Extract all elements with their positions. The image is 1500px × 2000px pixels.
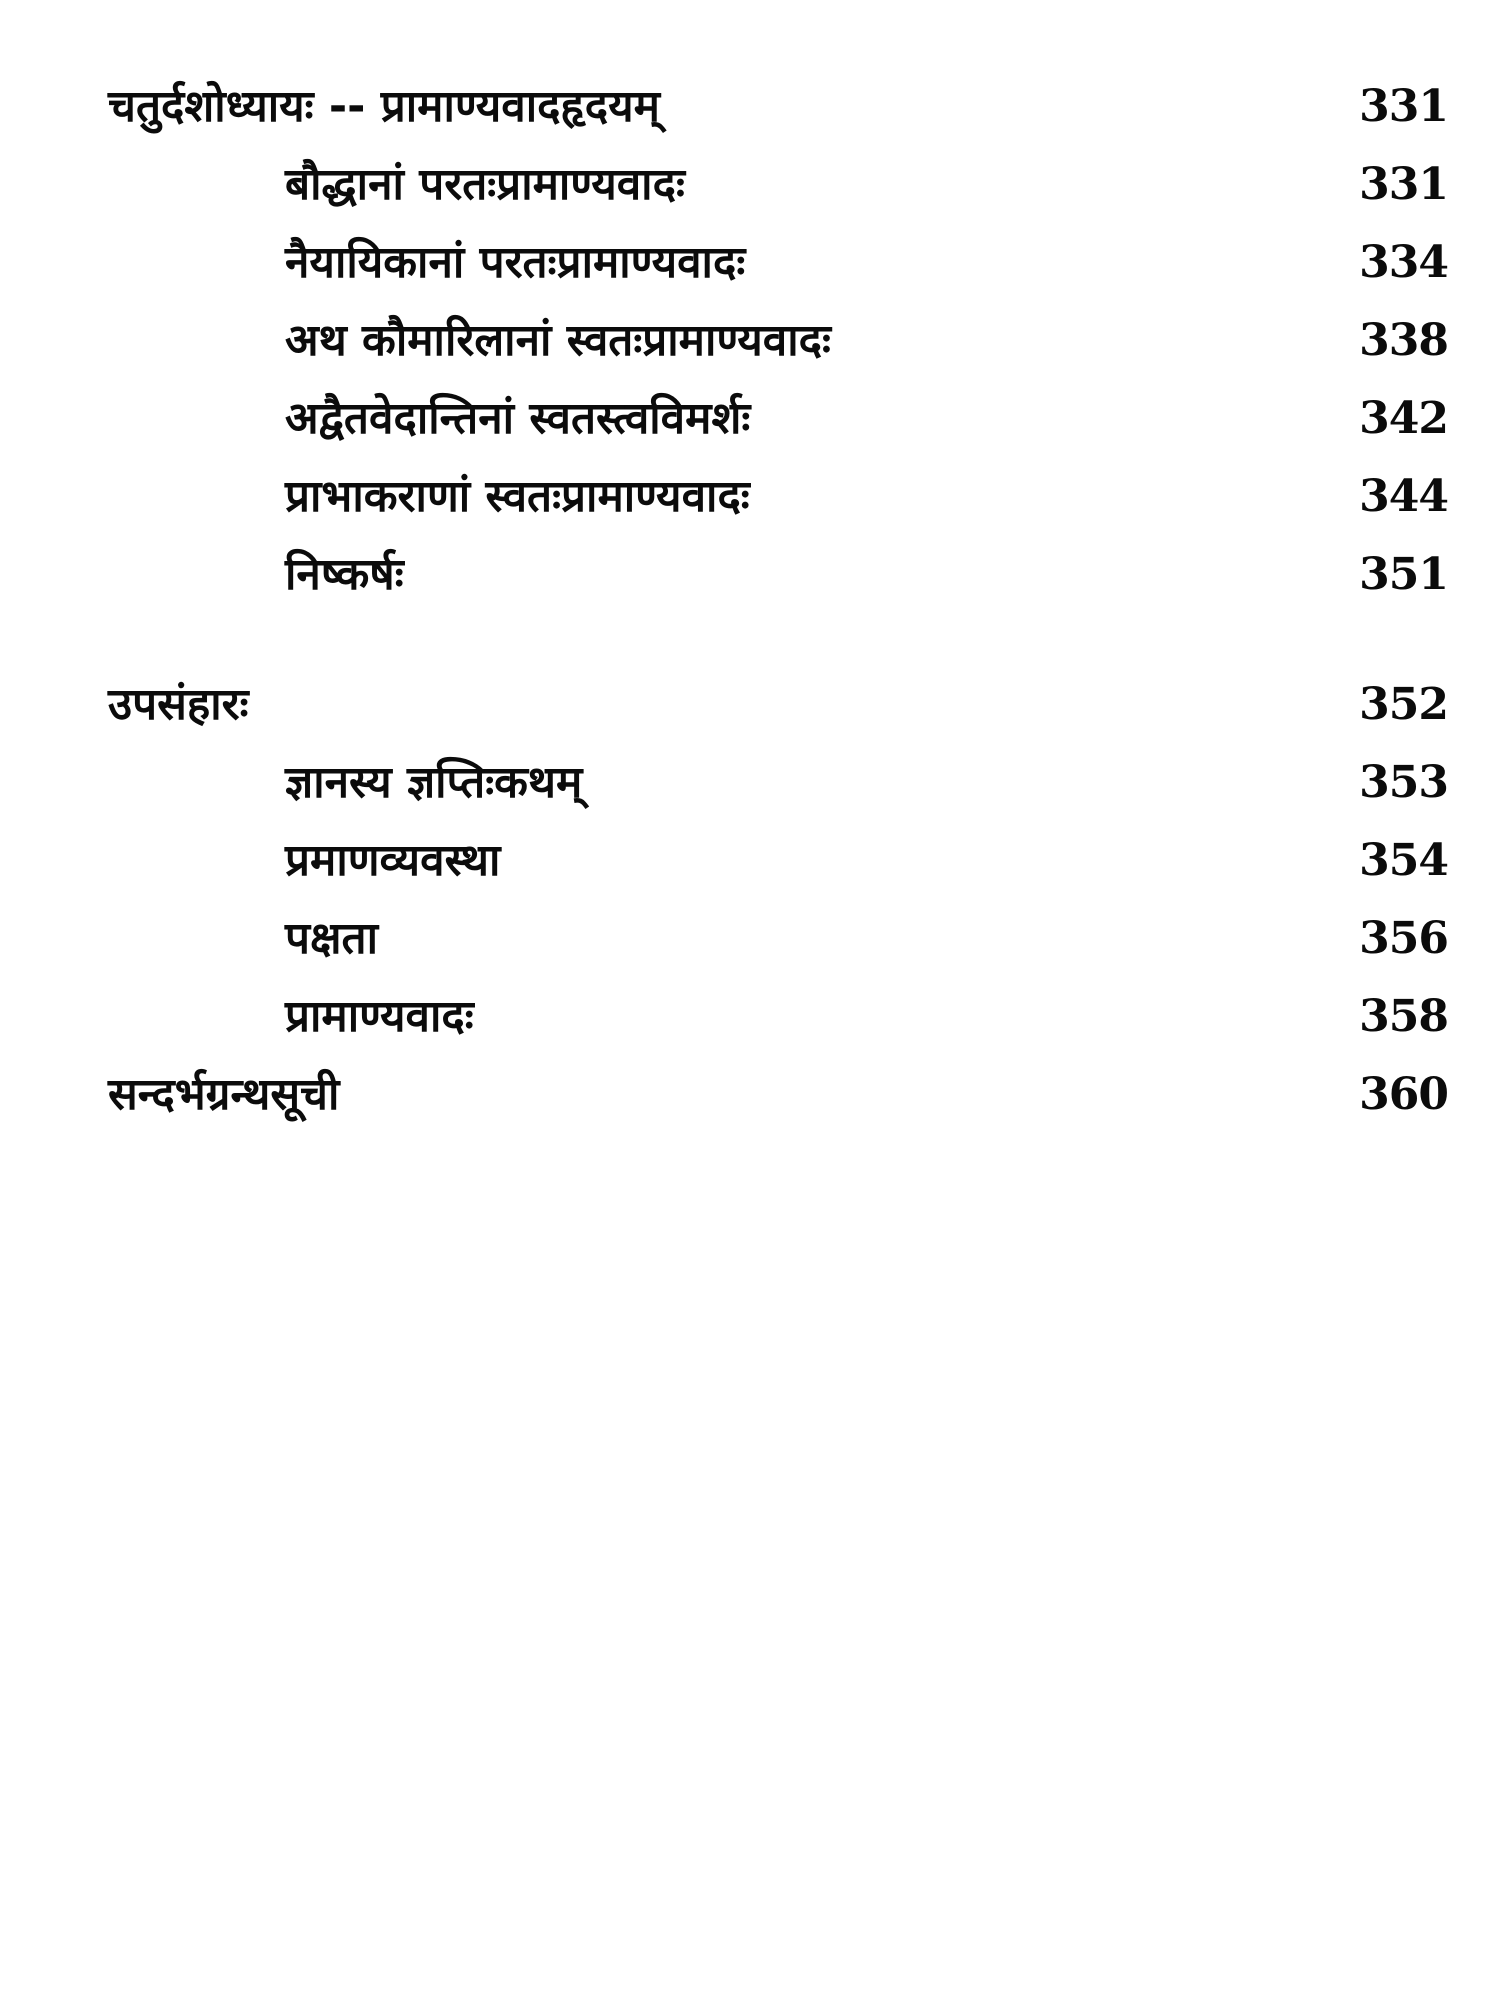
toc-entry-title: नैयायिकानां परतःप्रामाण्यवादः bbox=[285, 237, 746, 288]
toc-entry-page-number: 352 bbox=[1359, 679, 1448, 730]
toc-entry-title: प्रमाणव्यवस्था bbox=[285, 835, 501, 886]
toc-entry-title: ज्ञानस्य ज्ञप्तिःकथम् bbox=[285, 757, 583, 808]
toc-entry-page-number: 338 bbox=[1359, 315, 1448, 366]
toc-entry bbox=[0, 904, 1500, 974]
toc-entry-page-number: 331 bbox=[1359, 159, 1448, 210]
toc-entry-page-number: 334 bbox=[1359, 237, 1448, 288]
toc-entry-page-number: 344 bbox=[1359, 471, 1448, 522]
toc-entry bbox=[0, 540, 1500, 610]
toc-entry bbox=[0, 826, 1500, 896]
toc-entry bbox=[0, 306, 1500, 376]
toc-entry-title: चतुर्दशोध्यायः -- प्रामाण्यवादहृदयम् bbox=[108, 81, 660, 132]
toc-entry-title: उपसंहारः bbox=[108, 679, 249, 730]
toc-entry-title: निष्कर्षः bbox=[285, 549, 404, 600]
toc-entry-chapter-14 bbox=[0, 72, 1500, 142]
toc-entry-title: प्राभाकराणां स्वतःप्रामाण्यवादः bbox=[285, 471, 750, 522]
toc-entry-page-number: 360 bbox=[1359, 1069, 1448, 1120]
toc-entry-conclusion bbox=[0, 670, 1500, 740]
toc-entry bbox=[0, 462, 1500, 532]
toc-entry-title: प्रामाण्यवादः bbox=[285, 991, 474, 1042]
toc-entry-title: अथ कौमारिलानां स्वतःप्रामाण्यवादः bbox=[285, 315, 831, 366]
toc-entry-title: सन्दर्भग्रन्थसूची bbox=[108, 1069, 340, 1120]
toc-entry-page-number: 354 bbox=[1359, 835, 1448, 886]
toc-entry-title: अद्वैतवेदान्तिनां स्वतस्त्वविमर्शः bbox=[285, 393, 751, 444]
toc-entry-page-number: 353 bbox=[1359, 757, 1448, 808]
toc-entry-title: बौद्धानां परतःप्रामाण्यवादः bbox=[285, 159, 685, 210]
toc-entry bbox=[0, 150, 1500, 220]
toc-entry-page-number: 351 bbox=[1359, 549, 1448, 600]
toc-entry bbox=[0, 228, 1500, 298]
toc-entry-page-number: 358 bbox=[1359, 991, 1448, 1042]
toc-entry-title: पक्षता bbox=[285, 913, 379, 964]
toc-entry bbox=[0, 982, 1500, 1052]
toc-entry bbox=[0, 384, 1500, 454]
toc-entry-page-number: 342 bbox=[1359, 393, 1448, 444]
toc-entry-page-number: 331 bbox=[1359, 81, 1448, 132]
toc-entry-bibliography bbox=[0, 1060, 1500, 1130]
toc-entry-page-number: 356 bbox=[1359, 913, 1448, 964]
toc-entry bbox=[0, 748, 1500, 818]
